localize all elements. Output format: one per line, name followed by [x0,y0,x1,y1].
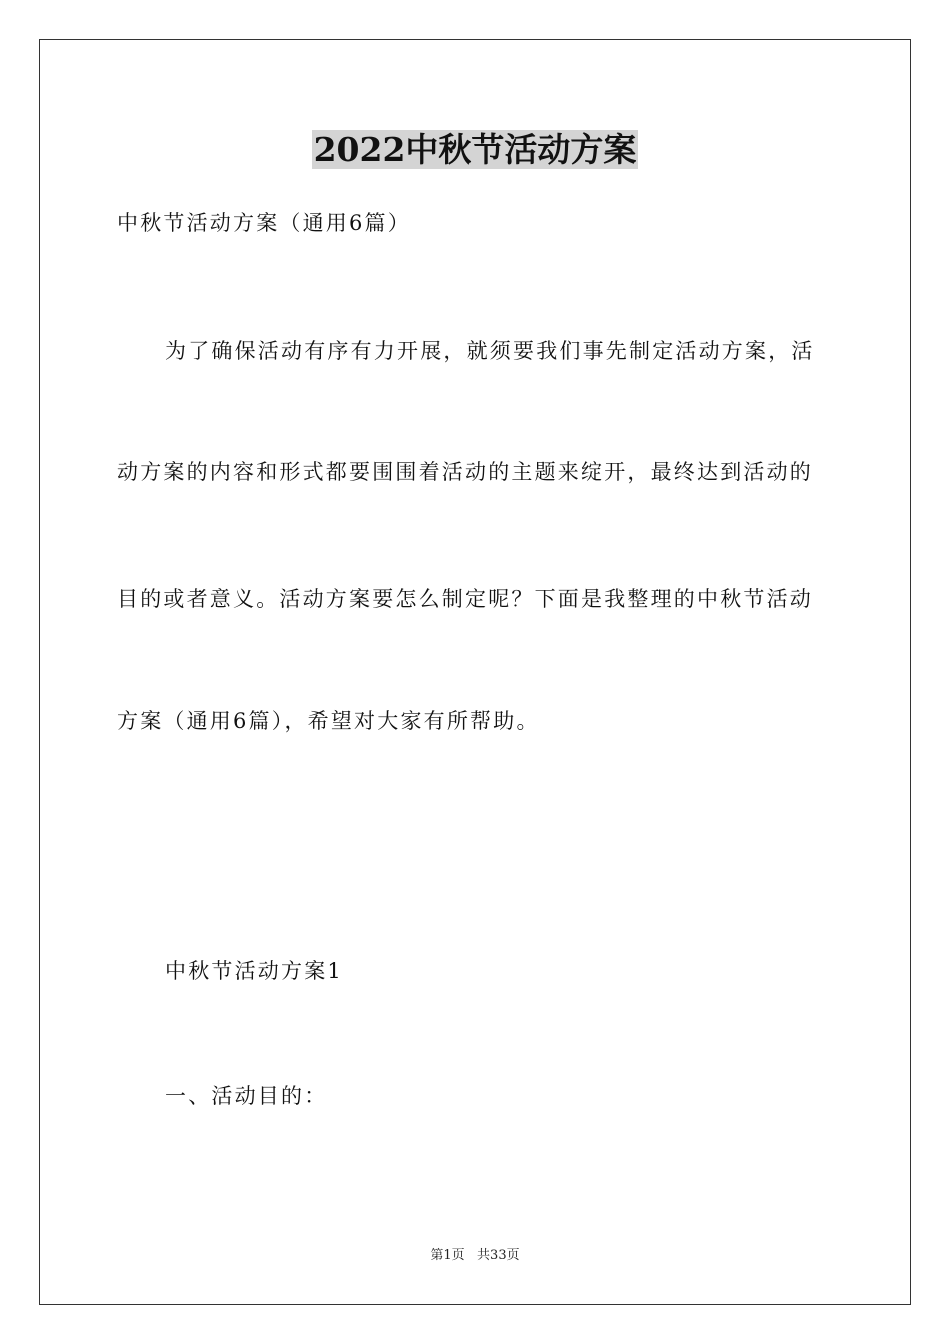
subsection-heading: 一、活动目的： [165,1084,328,1108]
page-footer: 第1页 共33页 [430,1248,520,1263]
section-heading: 中秋节活动方案1 [165,959,343,983]
intro-line-3: 目的或者意义。活动方案要怎么制定呢？下面是我整理的中秋节活动 [117,587,813,611]
document-title [0,128,950,172]
intro-line-1: 为了确保活动有序有力开展，就须要我们事先制定活动方案，活 [165,339,815,363]
document-subtitle: 中秋节活动方案（通用6篇） [117,211,411,235]
intro-line-4: 方案（通用6篇），希望对大家有所帮助。 [117,709,540,733]
document-title-text: 2022中秋节活动方案 [313,130,637,169]
intro-line-2: 动方案的内容和形式都要围围着活动的主题来绽开，最终达到活动的 [117,460,813,484]
